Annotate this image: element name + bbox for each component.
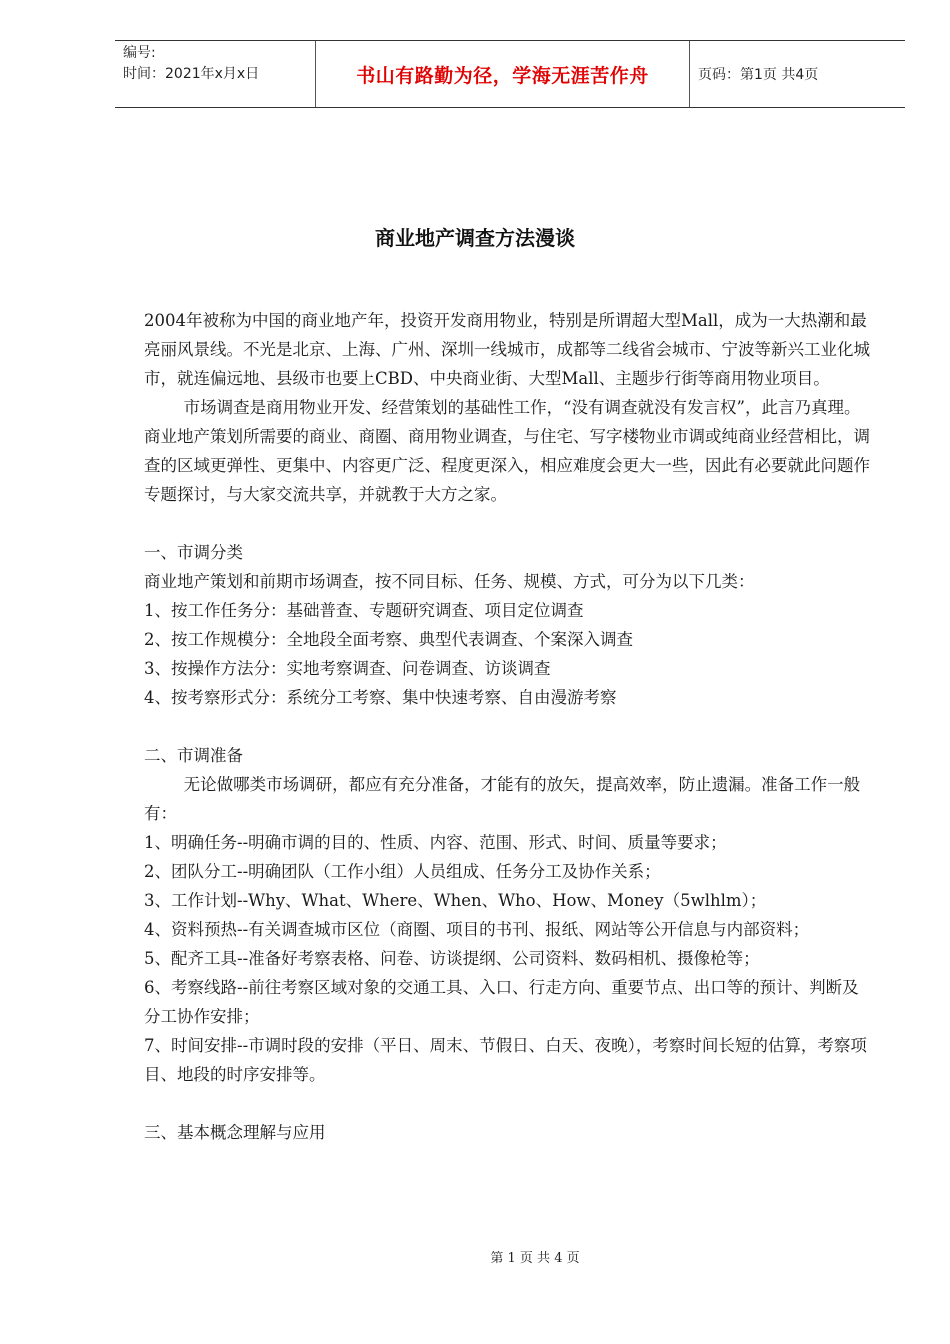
paragraph-market-survey: 市场调查是商用物业开发、经营策划的基础性工作，“没有调查就没有发言权”，此言乃真理。商业地产策划所需要的商业、商圈、商用物业调查，与住宅、写字楼物业市调或纯商业经营相比，调查的区域更弹性、更集中、内容更广泛、程度更深入，相应难度会更大一些，因此有必要就此问题作专题探讨，与大家交流共享，并就教于大方之家。 [144, 398, 870, 504]
section-heading-concepts: 三、基本概念理解与应用 [144, 1123, 326, 1142]
paragraph-intro: 2004年被称为中国的商业地产年，投资开发商用物业，特别是所谓超大型Mall，成为一大热潮和最亮丽风景线。不光是北京、上海、广州、深圳一线城市，成都等二线省会城市、宁波等新兴工业化城市，就连偏远地、县级市也要上CBD、中央商业街、大型Mall、主题步行街等商用物业项目。 [144, 311, 870, 388]
list-item: 3、按操作方法分：实地考察调查、问卷调查、访谈调查 [144, 659, 551, 678]
list-item: 5、配齐工具--准备好考察表格、问卷、访谈提纲、公司资料、数码相机、摄像枪等； [144, 949, 760, 968]
list-item: 1、按工作任务分：基础普查、专题研究调查、项目定位调查 [144, 601, 584, 620]
list-item: 1、明确任务--明确市调的目的、性质、内容、范围、形式、时间、质量等要求； [144, 833, 727, 852]
header-meta [115, 41, 316, 107]
time-label: 时间：2021年x月x日 [123, 66, 260, 82]
document-title: 商业地产调查方法漫谈 [375, 226, 575, 250]
list-item: 6、考察线路--前往考察区域对象的交通工具、入口、行走方向、重要节点、出口等的预计、判断及分工协作安排； [144, 978, 859, 1026]
list-item: 4、资料预热--有关调查城市区位（商圈、项目的书刊、报纸、网站等公开信息与内部资料； [144, 920, 810, 939]
list-item: 7、时间安排--市调时段的安排（平日、周末、节假日、白天、夜晚），考察时间长短的估算，考察项目、地段的时序安排等。 [144, 1036, 867, 1084]
section-heading-classification: 一、市调分类 [144, 543, 243, 562]
header-motto: 书山有路勤为径，学海无涯苦作舟 [316, 41, 690, 107]
list-item: 4、按考察形式分：系统分工考察、集中快速考察、自由漫游考察 [144, 688, 617, 707]
document-body [144, 306, 874, 1147]
page-footer: 第 1 页 共 4 页 [490, 1251, 580, 1266]
header-page-label: 页码：第1页 共4页 [698, 67, 819, 83]
document-header [115, 40, 905, 108]
section-intro-preparation: 无论做哪类市场调研，都应有充分准备，才能有的放矢，提高效率，防止遗漏。准备工作一般有： [144, 775, 861, 823]
section-heading-preparation: 二、市调准备 [144, 746, 243, 765]
list-item: 3、工作计划--Why、What、Where、When、Who、How、Money（5wlhlm）； [144, 891, 767, 910]
list-item: 2、团队分工--明确团队（工作小组）人员组成、任务分工及协作关系； [144, 862, 661, 881]
section-intro-classification: 商业地产策划和前期市场调查，按不同目标、任务、规模、方式，可分为以下几类： [144, 572, 755, 591]
list-item: 2、按工作规模分：全地段全面考察、典型代表调查、个案深入调查 [144, 630, 633, 649]
serial-label: 编号: [123, 45, 156, 61]
